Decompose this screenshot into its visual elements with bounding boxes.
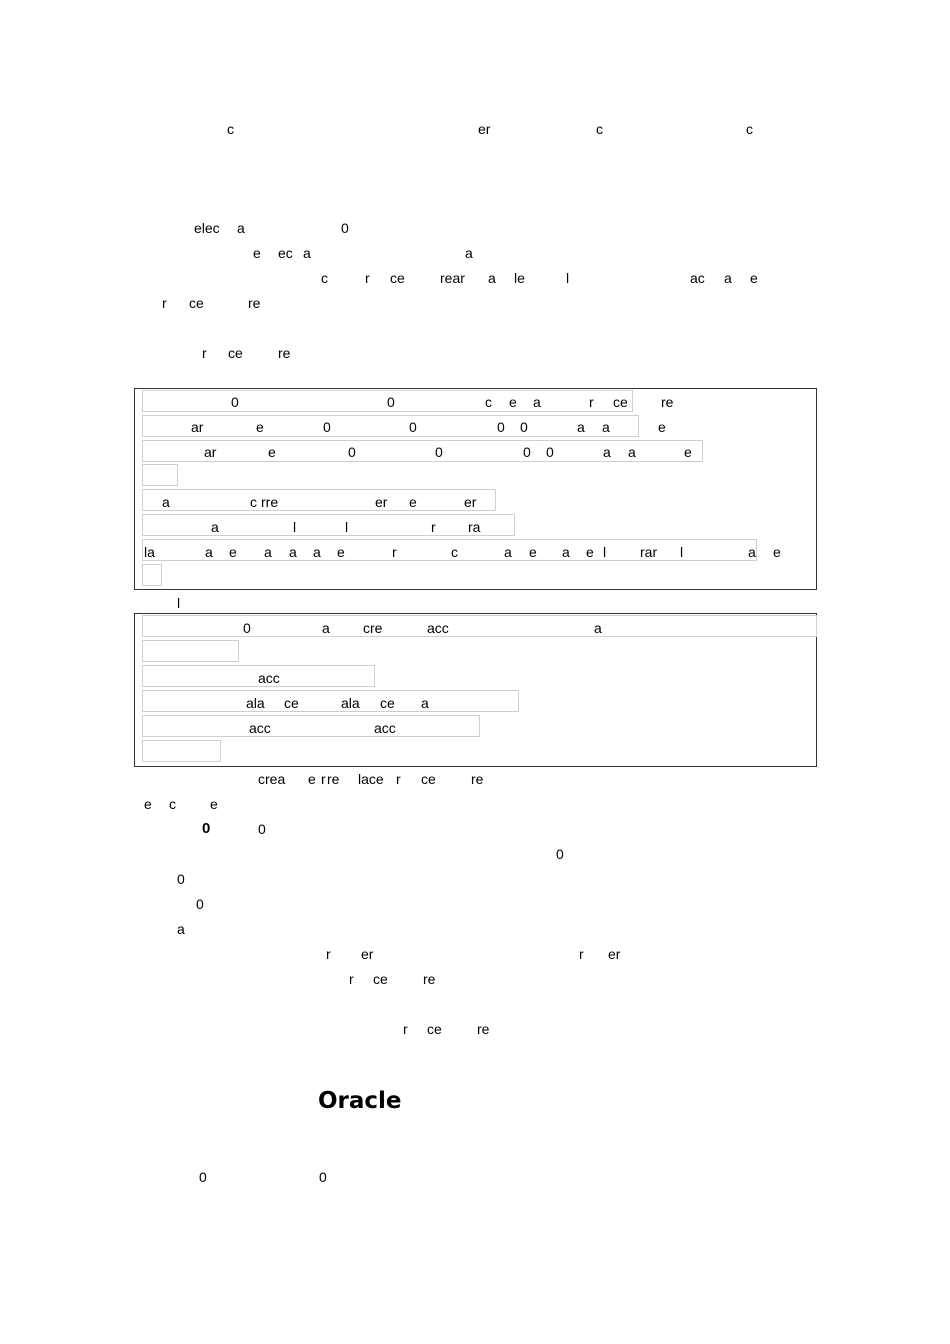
text-fragment: a — [748, 544, 756, 560]
text-fragment: e — [144, 796, 152, 812]
text-fragment: lace — [358, 771, 384, 787]
text-fragment: r — [431, 519, 436, 535]
body-line — [0, 268, 950, 288]
text-fragment: r — [579, 946, 584, 962]
text-fragment: 0 — [348, 444, 356, 460]
text-fragment: c — [596, 121, 603, 137]
code-line-box — [142, 740, 221, 762]
text-fragment: a — [205, 544, 213, 560]
text-fragment: a — [465, 245, 473, 261]
text-fragment: r — [326, 946, 331, 962]
text-fragment: a — [303, 245, 311, 261]
text-fragment: l — [177, 595, 181, 611]
text-fragment: 0 — [387, 394, 395, 410]
text-fragment: ce — [427, 1021, 442, 1037]
text-fragment: a — [289, 544, 297, 560]
text-fragment: e — [268, 444, 276, 460]
code-line — [0, 668, 950, 688]
text-fragment: e — [210, 796, 218, 812]
text-fragment: a — [313, 544, 321, 560]
text-fragment: a — [237, 220, 245, 236]
code-line — [0, 492, 950, 512]
text-fragment: l — [603, 544, 607, 560]
text-fragment: e — [586, 544, 594, 560]
code-line — [0, 517, 950, 537]
text-fragment: rear — [440, 270, 465, 286]
text-fragment: c — [485, 394, 492, 410]
text-fragment: ce — [373, 971, 388, 987]
text-fragment: e — [308, 771, 316, 787]
text-fragment: a — [602, 419, 610, 435]
text-fragment: e — [658, 419, 666, 435]
text-fragment: r — [365, 270, 370, 286]
text-fragment: 0 — [319, 1169, 327, 1185]
text-fragment: 0 — [435, 444, 443, 460]
text-fragment: ce — [284, 695, 299, 711]
text-fragment: 0 — [520, 419, 528, 435]
code-line — [0, 618, 950, 638]
text-fragment: e — [684, 444, 692, 460]
text-fragment: 0 — [556, 846, 564, 862]
text-fragment: crea — [258, 771, 286, 787]
text-fragment: 0 — [523, 444, 531, 460]
code-line-box — [142, 640, 239, 662]
code-line — [0, 718, 950, 738]
text-fragment: cre — [363, 620, 383, 636]
code-line — [0, 542, 950, 562]
text-fragment: l — [566, 270, 570, 286]
text-fragment: re — [477, 1021, 490, 1037]
text-fragment: e — [229, 544, 237, 560]
text-fragment: e — [509, 394, 517, 410]
text-fragment: r — [162, 295, 167, 311]
text-fragment: e — [773, 544, 781, 560]
text-fragment: a — [488, 270, 496, 286]
text-fragment: a — [724, 270, 732, 286]
body-line — [0, 819, 950, 839]
text-fragment: c — [321, 270, 328, 286]
text-fragment: e — [409, 494, 417, 510]
text-fragment: ar — [191, 419, 204, 435]
text-fragment: r — [321, 771, 326, 787]
text-fragment: e — [253, 245, 261, 261]
text-fragment: ac — [690, 270, 705, 286]
text-fragment: r — [202, 345, 207, 361]
text-fragment: a — [577, 419, 585, 435]
body-line — [0, 869, 950, 889]
text-fragment: e — [337, 544, 345, 560]
text-fragment: ce — [421, 771, 436, 787]
text-fragment: c — [451, 544, 458, 560]
text-fragment: la — [144, 544, 155, 560]
text-fragment: l — [293, 519, 297, 535]
body-line — [0, 794, 950, 814]
text-fragment: l — [680, 544, 684, 560]
body-line — [0, 894, 950, 914]
text-fragment: rar — [640, 544, 658, 560]
text-fragment: ec — [278, 245, 293, 261]
text-fragment: ce — [228, 345, 243, 361]
body-line — [0, 243, 950, 263]
text-fragment: 0 — [177, 871, 185, 887]
text-fragment: re — [278, 345, 291, 361]
code-line — [0, 417, 950, 437]
text-fragment: c — [746, 121, 753, 137]
text-fragment: a — [504, 544, 512, 560]
text-fragment: er — [608, 946, 621, 962]
text-fragment: c — [169, 796, 176, 812]
text-fragment: acc — [249, 720, 271, 736]
code-line — [0, 392, 950, 412]
text-fragment: re — [661, 394, 674, 410]
text-fragment: e — [256, 419, 264, 435]
text-fragment: l — [345, 519, 349, 535]
subheading-line — [0, 343, 950, 363]
text-fragment: r — [349, 971, 354, 987]
text-fragment: a — [628, 444, 636, 460]
text-fragment: a — [211, 519, 219, 535]
text-fragment: er — [464, 494, 477, 510]
text-fragment: e — [529, 544, 537, 560]
text-fragment: 0 — [202, 820, 211, 837]
text-fragment: 0 — [258, 821, 266, 837]
code-line — [0, 442, 950, 462]
text-fragment: re — [327, 771, 340, 787]
section-heading: Oracle — [318, 1088, 402, 1114]
text-fragment: 0 — [546, 444, 554, 460]
text-fragment: 0 — [196, 896, 204, 912]
text-fragment: a — [533, 394, 541, 410]
text-fragment: a — [421, 695, 429, 711]
text-fragment: a — [322, 620, 330, 636]
text-fragment: ce — [380, 695, 395, 711]
body-line — [0, 969, 950, 989]
text-fragment: er — [375, 494, 388, 510]
body-line — [0, 944, 950, 964]
text-fragment: acc — [374, 720, 396, 736]
text-fragment: ala — [341, 695, 360, 711]
body-line — [0, 218, 950, 238]
text-fragment: 0 — [497, 419, 505, 435]
body-line — [0, 844, 950, 864]
body-line — [0, 919, 950, 939]
text-fragment: a — [177, 921, 185, 937]
text-fragment: 0 — [231, 394, 239, 410]
text-fragment: er — [478, 121, 491, 137]
text-fragment: re — [423, 971, 436, 987]
text-fragment: c — [227, 121, 234, 137]
text-fragment: 0 — [323, 419, 331, 435]
code-line-box — [142, 464, 178, 486]
text-fragment: a — [162, 494, 170, 510]
text-fragment: 0 — [341, 220, 349, 236]
text-fragment: ce — [613, 394, 628, 410]
text-fragment: a — [562, 544, 570, 560]
text-fragment: 0 — [199, 1169, 207, 1185]
text-fragment: acc — [427, 620, 449, 636]
text-fragment: r — [396, 771, 401, 787]
body-line — [0, 1019, 950, 1039]
text-fragment: a — [603, 444, 611, 460]
text-fragment: r — [403, 1021, 408, 1037]
text-fragment: r — [589, 394, 594, 410]
text-fragment: rre — [261, 494, 279, 510]
body-line — [0, 769, 950, 789]
text-line — [0, 593, 950, 613]
text-fragment: re — [471, 771, 484, 787]
body-line — [0, 293, 950, 313]
text-fragment: a — [264, 544, 272, 560]
text-fragment: elec — [194, 220, 220, 236]
text-fragment: 0 — [243, 620, 251, 636]
text-fragment: ce — [189, 295, 204, 311]
text-fragment: ra — [468, 519, 481, 535]
header-line — [0, 119, 950, 139]
body-line — [0, 1167, 950, 1187]
text-fragment: ala — [246, 695, 265, 711]
text-fragment: 0 — [409, 419, 417, 435]
text-fragment: a — [594, 620, 602, 636]
text-fragment: acc — [258, 670, 280, 686]
text-fragment: le — [514, 270, 525, 286]
text-fragment: re — [248, 295, 261, 311]
text-fragment: c — [250, 494, 257, 510]
text-fragment: ar — [204, 444, 217, 460]
code-line — [0, 693, 950, 713]
code-line-box — [142, 564, 162, 586]
text-fragment: ce — [390, 270, 405, 286]
text-fragment: er — [361, 946, 374, 962]
text-fragment: r — [392, 544, 397, 560]
text-fragment: e — [750, 270, 758, 286]
